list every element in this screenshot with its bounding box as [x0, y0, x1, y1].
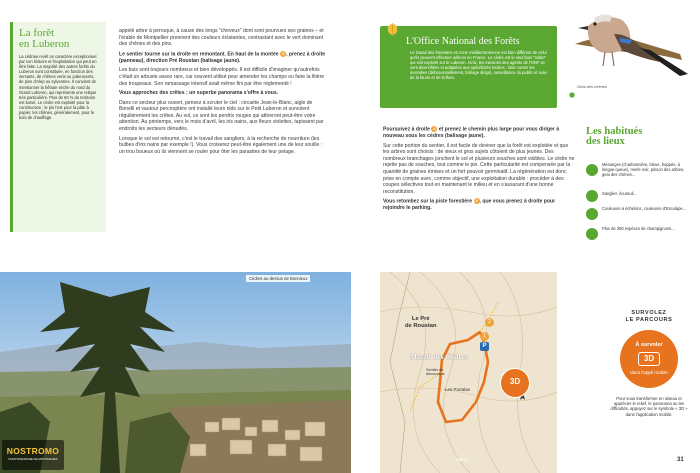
bird-icon [586, 164, 598, 176]
step-number-badge: 5 [475, 198, 478, 204]
onf-info-box [380, 26, 557, 108]
map-label-text: Le Pré [411, 316, 430, 322]
wildlife-title-2: des lieux [586, 136, 625, 147]
direction-heading: Vous approchez des crêtes ; un superbe panorama s'offre à vous. [119, 90, 279, 97]
map-label-massif: Massif des Cèdres [410, 352, 468, 361]
page-number: 31 [677, 457, 684, 463]
map-label-portalas: Les Portalas [445, 387, 471, 392]
heading-text: , que vous prenez à droite pour rejoindre le parking. [383, 198, 556, 212]
mushroom-icon [586, 228, 598, 240]
3d-app-badge [620, 330, 678, 388]
parking-icon: P [480, 342, 489, 351]
onf-body: Le travail des forestiers en zone méditerranéenne est bien différent de celui qu'ils peuvent effectuer ailleurs en France. Le cèdre est le seul bois "noble" qui soit exploité sur le Luberon. Ainsi, les missions des agents de l'ONF se sont diversifiées et adaptées aux spécificités locales : lutte contre les incendies (débroussaillement, brûlage dirigé), surveillance du public et suivi de la faune et de la flore. [410, 50, 547, 80]
heading-text: Vous retombez sur la piste forestière [383, 198, 473, 205]
heading-text: et prenez le chemin plus large pour vous diriger à nouveau sous les cèdres (balisage jaune). [383, 126, 560, 139]
direction-heading [383, 126, 575, 140]
map-label-pre-roustan [405, 316, 437, 329]
brand-subtitle: PHOTOGRAPHIE DE MONTAGNES [8, 457, 58, 461]
survolez-title-text: LE PARCOURS [625, 317, 673, 323]
map-marker: 1 [480, 332, 489, 341]
survolez-title-text: SURVOLEZ [631, 310, 667, 316]
wildlife-title-1: Les habitués [586, 126, 643, 137]
sidebar-body: La cédraie revêt un caractère exceptionnel par son histoire et l'exploitation qui peut en être faite. La majorité des autres forêts du Luberon sont constituée, en fonction des versants, de chênes verts ou pubescents, de pins d'Alep ou sylvestres. Il convient de mentionner la hêtraie sèche du nord du Grand Luberon, qui représente une relique très particulière. Plus de 60 % du territoire est boisé. Le cèdre est exploité pour la construction ; le pin l'est pour la pâte à papier, les chênes, généralement, pour le bois de chauffage. [19, 54, 97, 121]
direction-heading [119, 51, 329, 65]
oak-leaf-icon [385, 22, 400, 37]
brand-name: NOSTROMO [6, 446, 60, 456]
paragraph: appelé arbre à perruque, à cause des longs "cheveux" dont sont pourvues ses graines – et l'érable de Montpellier prennent des couleurs éclatantes, contrastant avec le vert dominant des chênes et des pins. [119, 28, 324, 48]
heading-text: Poursuivez à droite [383, 126, 430, 133]
step-number-badge: 4 [433, 126, 436, 131]
sidebar-title-1: La forêt [19, 27, 55, 39]
heading-text: Le sentier tourne sur la droite en remontant. En haut de la montée [119, 51, 279, 58]
paragraph: Les buis sont toujours nombreux et bien développés. Il est difficile d'imaginer qu'autrefois c'était un arbuste assez rare, car souvent utilisé pour amender les champs ou faire la litière des troupeaux. Son ramassage intensif avait même fini par être réglementé ! [119, 67, 325, 87]
onf-title: L'Office National des Forêts [406, 36, 520, 47]
survolez-body: Pour vous transformer en oiseau et apprécier le relief, le panorama ou les difficultés, appuyez sur le symbole « 3D » dans l'application mobile. [610, 396, 688, 417]
text-column-left [119, 28, 329, 158]
list-item-text: Mésanges (charbonnière, bleue, huppée, à longue queue), merle noir, pinson des arbres, geai des chênes... [602, 162, 685, 177]
direction-heading [383, 198, 575, 212]
heading-text: , prenez à droite (panneau), direction Pré Roustan (balisage jaune). [119, 51, 326, 64]
wildlife-box [586, 127, 691, 247]
paragraph: Lorsque le sol est retourné, c'est le travail des sangliers, à la recherche de nourriture (les bulbes d'iris nains par exemple !). Vous croiserez peut-être également une de leur souille : un trou boueux où ils viennent se rouler pour ôter les parasites de leur pelage. [119, 135, 323, 155]
photo-caption: Cèdres au-dessus de Bonnieux [246, 275, 310, 282]
snake-icon [586, 208, 598, 220]
map-label-sentier: Sentier de découverte [426, 368, 445, 377]
survolez-section [604, 310, 694, 460]
list-item-text: Couleuvre à échelons, couleuvre d'Esculape... [602, 206, 687, 211]
paragraph: Dans ce secteur plus ouvert, pensez à scruter le ciel : circaète Jean-le-Blanc, aigle de Bonelli et vautour percnoptère ont installé leurs nids sur le Petit Luberon et survolent régulièrement les crêtes. Au sol, ce sont les perdrix rouges qui attireront peut-être votre attention. Au printemps, vers le mois d'avril, les iris nains, aux fleurs violettes, tapissent par endroits les secteurs dénudés. [119, 99, 324, 133]
list-item [586, 227, 691, 245]
bird-caption: Geai des chênes [577, 84, 608, 89]
badge-text: dans l'appli mobile [630, 370, 668, 375]
map-label-vallon: Vallon [455, 457, 468, 462]
text-column-right [383, 126, 575, 215]
badge-text: À survoler [635, 342, 663, 348]
sidebar-box [10, 22, 106, 232]
list-item-text: Plus de 350 espèces de champignons... [602, 226, 675, 231]
paragraph: Sur cette portion du sentier, il est facile de deviner que la forêt est exploitée et que les arbres sont choisis : de vieux et gros sujets côtoient de plus jeunes. Des nombreux branchages jonchent le sol et plusieurs souches sont visibles. Le cèdre ne rejette pas de souches, tout comme le pin. Cette particularité est compensée par la quantité de graines émises et un fort pouvoir germinatif. La régénération est donc prise en compte avec, comme objectif, une exploitation durable : procéder à des coupes sélectives tout en maintenant le milieu et en s'assurant d'une bonne reconstitution. [383, 142, 575, 195]
map-marker: 2 [485, 318, 494, 327]
list-item [586, 207, 691, 225]
boar-icon [586, 190, 598, 202]
list-item [586, 163, 691, 181]
jay-bird-image [570, 4, 695, 84]
3d-view-badge: 3D [500, 368, 530, 398]
brand-logo [2, 440, 64, 470]
survolez-title [604, 310, 694, 324]
step-number-badge: 3 [281, 50, 285, 56]
list-item-text: Sanglier, écureuil... [602, 191, 637, 196]
camera-icon [569, 85, 575, 91]
list-item [586, 189, 691, 207]
route-map [380, 272, 557, 473]
3d-icon: 3D [638, 352, 660, 366]
map-label-text: de Roustan [405, 322, 437, 329]
sidebar-title-2: en Luberon [19, 38, 70, 50]
